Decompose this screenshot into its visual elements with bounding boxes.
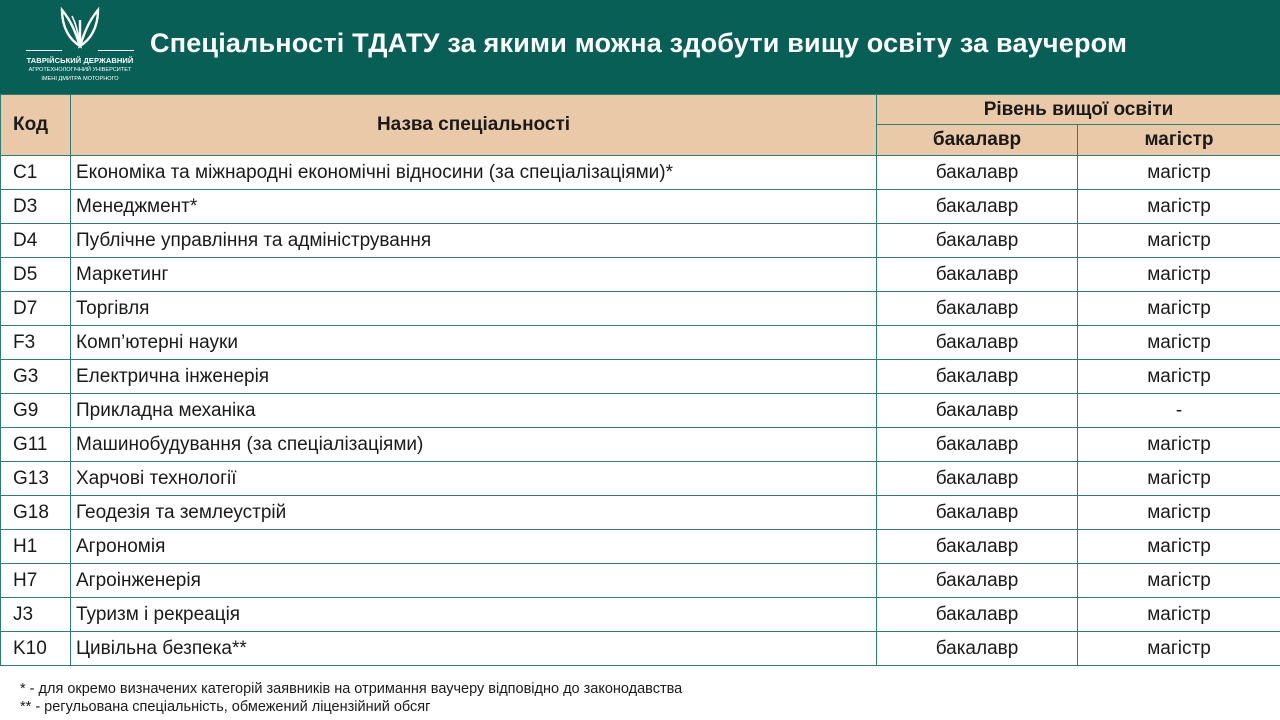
cell-name: Маркетинг	[71, 258, 877, 292]
cell-name: Комп’ютерні науки	[71, 326, 877, 360]
cell-code: G9	[1, 394, 71, 428]
table-row	[1, 598, 1280, 632]
cell-bachelor: бакалавр	[877, 428, 1078, 462]
logo-text-line2: АГРОТЕХНОЛОГІЧНИЙ УНІВЕРСИТЕТ	[28, 67, 132, 73]
table-row	[1, 564, 1280, 598]
cell-master: магістр	[1078, 632, 1280, 666]
logo-text-line1: ТАВРІЙСЬКИЙ ДЕРЖАВНИЙ	[26, 56, 134, 65]
table-row	[1, 496, 1280, 530]
cell-name: Менеджмент*	[71, 190, 877, 224]
cell-code: G18	[1, 496, 71, 530]
table-row	[1, 394, 1280, 428]
header-code: Код	[1, 95, 71, 156]
table-row	[1, 326, 1280, 360]
table-row	[1, 462, 1280, 496]
cell-bachelor: бакалавр	[877, 496, 1078, 530]
footnote-1: * - для окремо визначених категорій заявників на отримання ваучеру відповідно до законодавства	[20, 681, 683, 697]
cell-name: Харчові технології	[71, 462, 877, 496]
cell-name: Цивільна безпека**	[71, 632, 877, 666]
cell-code: D7	[1, 292, 71, 326]
cell-code: F3	[1, 326, 71, 360]
specialties-table	[0, 94, 1280, 666]
cell-master: магістр	[1078, 462, 1280, 496]
cell-master: магістр	[1078, 360, 1280, 394]
cell-bachelor: бакалавр	[877, 190, 1078, 224]
cell-bachelor: бакалавр	[877, 530, 1078, 564]
cell-bachelor: бакалавр	[877, 258, 1078, 292]
table-row	[1, 156, 1280, 190]
page-title: Спеціальності ТДАТУ за якими можна здобути вищу освіту за ваучером	[150, 28, 1128, 58]
cell-master: магістр	[1078, 496, 1280, 530]
cell-bachelor: бакалавр	[877, 462, 1078, 496]
cell-master: магістр	[1078, 292, 1280, 326]
header-master: магістр	[1078, 125, 1280, 156]
cell-name: Прикладна механіка	[71, 394, 877, 428]
cell-name: Агрономія	[71, 530, 877, 564]
cell-name: Електрична інженерія	[71, 360, 877, 394]
cell-bachelor: бакалавр	[877, 224, 1078, 258]
cell-code: K10	[1, 632, 71, 666]
logo-divider	[26, 50, 134, 52]
table-row	[1, 530, 1280, 564]
cell-name: Геодезія та землеустрій	[71, 496, 877, 530]
cell-master: магістр	[1078, 530, 1280, 564]
cell-code: G11	[1, 428, 71, 462]
table-row	[1, 292, 1280, 326]
header-bachelor: бакалавр	[877, 125, 1078, 156]
cell-bachelor: бакалавр	[877, 632, 1078, 666]
cell-name: Машинобудування (за спеціалізаціями)	[71, 428, 877, 462]
cell-code: H7	[1, 564, 71, 598]
logo-text-line3: ІМЕНІ ДМИТРА МОТОРНОГО	[41, 76, 119, 82]
cell-master: магістр	[1078, 564, 1280, 598]
cell-name: Торгівля	[71, 292, 877, 326]
cell-master: магістр	[1078, 326, 1280, 360]
cell-master: -	[1078, 394, 1280, 428]
cell-code: D5	[1, 258, 71, 292]
cell-code: D3	[1, 190, 71, 224]
cell-code: G13	[1, 462, 71, 496]
header-level: Рівень вищої освіти	[877, 95, 1280, 125]
cell-code: D4	[1, 224, 71, 258]
table-row	[1, 428, 1280, 462]
cell-master: магістр	[1078, 598, 1280, 632]
footnotes	[20, 680, 682, 716]
cell-bachelor: бакалавр	[877, 360, 1078, 394]
page-header	[0, 0, 1280, 94]
cell-code: G3	[1, 360, 71, 394]
cell-bachelor: бакалавр	[877, 598, 1078, 632]
cell-code: H1	[1, 530, 71, 564]
cell-code: J3	[1, 598, 71, 632]
cell-name: Економіка та міжнародні економічні відносини (за спеціалізаціями)*	[71, 156, 877, 190]
table-row	[1, 360, 1280, 394]
cell-master: магістр	[1078, 156, 1280, 190]
cell-master: магістр	[1078, 190, 1280, 224]
cell-master: магістр	[1078, 224, 1280, 258]
leaf-logo-icon	[52, 6, 108, 50]
footnote-2: ** - регульована спеціальність, обмежений ліцензійний обсяг	[20, 699, 431, 715]
cell-master: магістр	[1078, 428, 1280, 462]
cell-bachelor: бакалавр	[877, 394, 1078, 428]
cell-name: Публічне управління та адміністрування	[71, 224, 877, 258]
table-row	[1, 632, 1280, 666]
table-row	[1, 224, 1280, 258]
cell-bachelor: бакалавр	[877, 292, 1078, 326]
table-row	[1, 258, 1280, 292]
cell-name: Агроінженерія	[71, 564, 877, 598]
cell-name: Туризм і рекреація	[71, 598, 877, 632]
header-name: Назва спеціальності	[71, 95, 877, 156]
cell-bachelor: бакалавр	[877, 156, 1078, 190]
cell-bachelor: бакалавр	[877, 326, 1078, 360]
table-row	[1, 190, 1280, 224]
cell-bachelor: бакалавр	[877, 564, 1078, 598]
university-logo	[20, 6, 140, 88]
cell-code: C1	[1, 156, 71, 190]
cell-master: магістр	[1078, 258, 1280, 292]
